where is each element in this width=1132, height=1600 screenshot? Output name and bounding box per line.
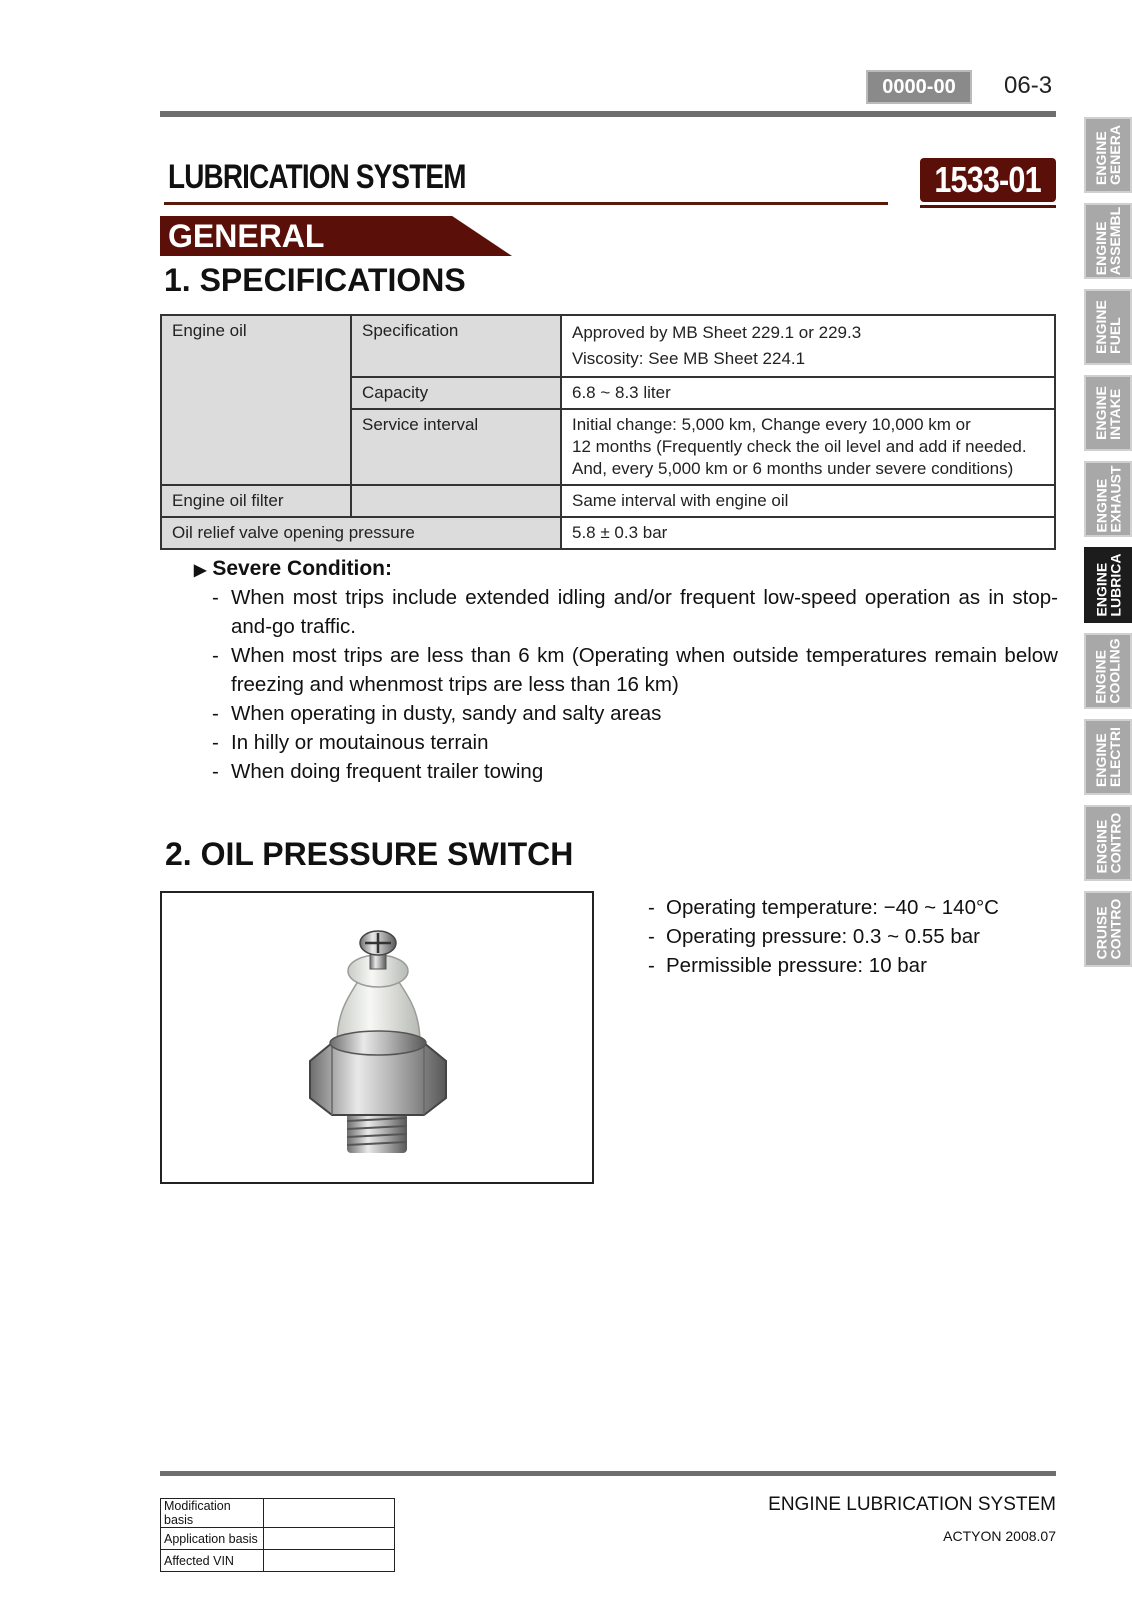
side-tab-engine-exhaust[interactable] [1084,461,1132,537]
dash-marker: - [212,586,219,609]
tab-label-line2: FUEL [1107,317,1123,354]
general-banner-text: GENERAL [168,218,325,254]
severe-condition-title-text: Severe Condition: [212,557,393,580]
tab-label-line2: COOLING [1107,638,1123,704]
list-item-text: When most trips are less than 6 km (Operating when outside temperatures remain below freezing and whenmost trips are less than 16 km) [231,644,1058,696]
service-interval-line: Initial change: 5,000 km, Change every 10,000 km or [572,415,971,434]
oil-pressure-switch-specs [648,893,999,980]
tab-label-line2: INTAKE [1107,388,1123,440]
table-row [161,1550,395,1572]
list-item [212,728,1058,757]
list-item-text: Operating pressure: 0.3 ~ 0.55 bar [666,925,980,948]
capacity-label: Capacity [351,377,561,409]
modification-basis-label: Modification basis [161,1499,264,1528]
dash-marker: - [212,760,219,783]
dash-marker: - [212,731,219,754]
severe-condition-title [194,557,392,581]
list-item [212,699,1058,728]
tab-label-line2: CONTRO [1107,812,1124,874]
specification-approved: Approved by MB Sheet 229.1 or 229.3 [572,323,862,342]
application-basis-label: Application basis [161,1528,264,1550]
table-row [161,315,1055,377]
table-row [161,485,1055,517]
list-item-text: When most trips include extended idling and/or frequent low-speed operation as in stop-and-go traffic. [231,586,1058,638]
tab-label-line1: ENGINE [1093,478,1109,533]
tab-label-line1: ENGINE [1093,386,1109,440]
list-item-text: When operating in dusty, sandy and salty areas [231,702,662,725]
list-item [212,757,1058,786]
oil-pressure-switch-heading: 2. OIL PRESSURE SWITCH [165,836,574,872]
specification-value [561,315,1055,377]
side-tab-engine-general[interactable] [1084,117,1132,193]
bottom-divider [160,1471,1056,1476]
specifications-heading: 1. SPECIFICATIONS [164,262,466,298]
side-tab-engine-lubrication[interactable] [1084,547,1132,623]
affected-vin-value [264,1550,395,1572]
document-code-box: 0000-00 [866,70,972,104]
tab-label-line2: CONTRO [1107,898,1124,960]
title-underline [164,202,888,205]
service-interval-value [561,409,1055,485]
tab-label-line2: ELECTRI [1107,727,1124,787]
tab-label-line1: ENGINE [1093,649,1109,704]
document-title: LUBRICATION SYSTEM [168,158,466,196]
triangle-bullet-icon: ▶ [194,562,207,579]
badge-underline [920,205,1056,208]
tab-label-line2: EXHAUST [1107,465,1123,533]
oil-filter-value: Same interval with engine oil [561,485,1055,517]
severe-condition-list [212,583,1058,786]
tab-label-line1: ENGINE [1093,819,1110,874]
list-item-text: When doing frequent trailer towing [231,760,544,783]
list-item [648,951,999,980]
specifications-table [160,314,1056,550]
affected-vin-label: Affected VIN [161,1550,264,1572]
tab-label-line1: ENGINE [1093,221,1110,276]
list-item-text: Operating temperature: −40 ~ 140°C [666,896,999,919]
side-tab-engine-fuel[interactable] [1084,289,1132,365]
tab-label-line1: ENGINE [1093,300,1109,354]
tab-label-line1: ENGINE [1093,562,1109,617]
specification-label: Specification [351,315,561,377]
oil-filter-empty [351,485,561,517]
top-divider [160,111,1056,117]
list-item [648,893,999,922]
list-item [212,641,1058,699]
tab-label-line1: CRUISE [1093,906,1110,960]
relief-valve-value: 5.8 ± 0.3 bar [561,517,1055,549]
dash-marker: - [212,644,219,667]
page-number: 06-3 [1004,72,1053,99]
modification-basis-value [264,1499,395,1528]
tab-label-line1: ENGINE [1093,733,1110,787]
application-basis-value [264,1528,395,1550]
section-code-badge-text: 1533-01 [934,159,1042,200]
service-interval-label: Service interval [351,409,561,485]
list-item-text: In hilly or moutainous terrain [231,731,489,754]
capacity-value: 6.8 ~ 8.3 liter [561,377,1055,409]
list-item-text: Permissible pressure: 10 bar [666,954,927,977]
service-interval-line: 12 months (Frequently check the oil level and add if needed. [572,437,1027,456]
side-tab-engine-assembly[interactable] [1084,203,1132,279]
side-tab-cruise-control[interactable] [1084,891,1132,967]
oil-pressure-switch-illustration [162,893,592,1182]
dash-marker: - [648,954,655,977]
list-item [212,583,1058,641]
dash-marker: - [648,896,655,919]
service-interval-line: And, every 5,000 km or 6 months under severe conditions) [572,459,1014,478]
tab-label-line1: ENGINE [1093,131,1109,185]
engine-oil-label: Engine oil [161,315,351,485]
section-code-badge [920,158,1056,202]
relief-valve-label: Oil relief valve opening pressure [161,517,561,549]
modification-table [160,1498,395,1572]
oil-pressure-switch-photo [160,891,594,1184]
tab-label-line2: ASSEMBL [1107,206,1124,276]
table-row [161,1528,395,1550]
side-tab-engine-electrical[interactable] [1084,719,1132,795]
footer-title: ENGINE LUBRICATION SYSTEM [768,1494,1056,1515]
tab-label-line2: LUBRICA [1107,553,1123,617]
table-row [161,1499,395,1528]
dash-marker: - [212,702,219,725]
side-tab-engine-intake[interactable] [1084,375,1132,451]
tab-label-line2: GENERA [1107,125,1123,185]
table-row [161,517,1055,549]
specification-viscosity: Viscosity: See MB Sheet 224.1 [572,349,806,368]
side-tab-engine-control[interactable] [1084,805,1132,881]
list-item [648,922,999,951]
footer-model-date: ACTYON 2008.07 [943,1528,1056,1544]
side-tab-engine-cooling[interactable] [1084,633,1132,709]
oil-filter-label: Engine oil filter [161,485,351,517]
dash-marker: - [648,925,655,948]
